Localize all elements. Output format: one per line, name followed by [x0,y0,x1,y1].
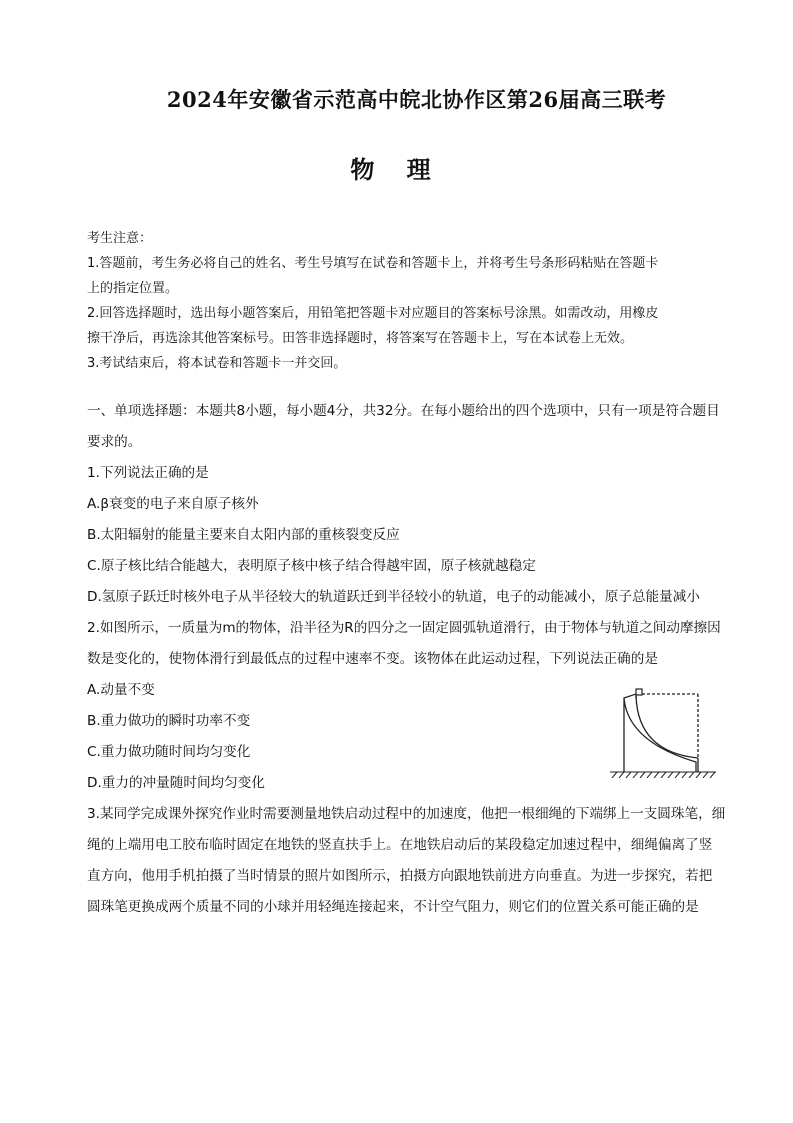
notes-line: 3.考试结束后，将本试卷和答题卡一并交回。 [87,356,347,371]
question-3-stem: 圆珠笔更换成两个质量不同的小球并用轻绳连接起来，不计空气阻力，则它们的位置关系可能正确的是 [87,899,699,915]
ground-hatch [610,772,716,778]
notes-line: 1.答题前，考生务必将自己的姓名、考生号填写在试卷和答题卡上，并将考生号条形码粘贴在答题卡 [87,256,659,271]
question-1-option-c: C.原子核比结合能越大，表明原子核中核子结合得越牢固，原子核就越稳定 [87,558,536,574]
track-support [624,694,696,772]
question-2-stem: 2.如图所示，一质量为m的物体，沿半径为R的四分之一固定圆弧轨道滑行，由于物体与轨道之间动摩擦因 [87,620,721,636]
notes-heading: 考生注意： [87,231,153,246]
notes-line: 上的指定位置。 [87,281,179,296]
question-1-stem: 1.下列说法正确的是 [87,465,209,481]
question-1-option-d: D.氢原子跃迁时核外电子从半径较大的轨道跃迁到半径较小的轨道，电子的动能减小，原子总能量减小 [87,589,700,605]
question-1-option-b: B.太阳辐射的能量主要来自太阳内部的重核裂变反应 [87,527,400,543]
subject-title: 物 理 [350,155,443,184]
question-2-option-c: C.重力做功随时间均匀变化 [87,744,251,760]
section-intro: 一、单项选择题：本题共8小题，每小题4分，共32分。在每小题给出的四个选项中，只有一项是符合题目 [87,403,720,419]
question-3-stem: 3.某同学完成课外探究作业时需要测量地铁启动过程中的加速度，他把一根细绳的下端绑上一支圆珠笔，细 [87,806,726,822]
section-single-choice [87,396,727,923]
quarter-arc-track-figure [608,686,718,778]
question-2-option-d: D.重力的冲量随时间均匀变化 [87,775,265,791]
question-1-option-a: A.β衰变的电子来自原子核外 [87,496,259,512]
exam-title: 2024年安徽省示范高中皖北协作区第26届高三联考 [166,87,667,112]
question-2-stem: 数是变化的，使物体滑行到最低点的过程中速率不变。该物体在此运动过程，下列说法正确的是 [87,651,658,667]
sliding-object [636,689,642,695]
question-3-stem: 直方向，他用手机拍摄了当时情景的照片如图所示，拍摄方向跟地铁前进方向垂直。为进一步探究，若把 [87,868,713,884]
question-2-option-a: A.动量不变 [87,682,155,698]
exam-notes [87,226,727,376]
arc-track [636,696,698,758]
notes-line: 擦干净后，再选涂其他答案标号。田答非选择题时，将答案写在答题卡上，写在本试卷上无效。 [87,331,634,346]
question-2-option-b: B.重力做功的瞬时功率不变 [87,713,251,729]
notes-line: 2.回答选择题时，选出每小题答案后，用铅笔把答题卡对应题目的答案标号涂黑。如需改动，用橡皮 [87,306,659,321]
section-intro: 要求的。 [87,434,142,450]
question-3-stem: 绳的上端用电工胶布临时固定在地铁的竖直扶手上。在地铁启动后的某段稳定加速过程中，细绳偏离了竖 [87,837,713,853]
